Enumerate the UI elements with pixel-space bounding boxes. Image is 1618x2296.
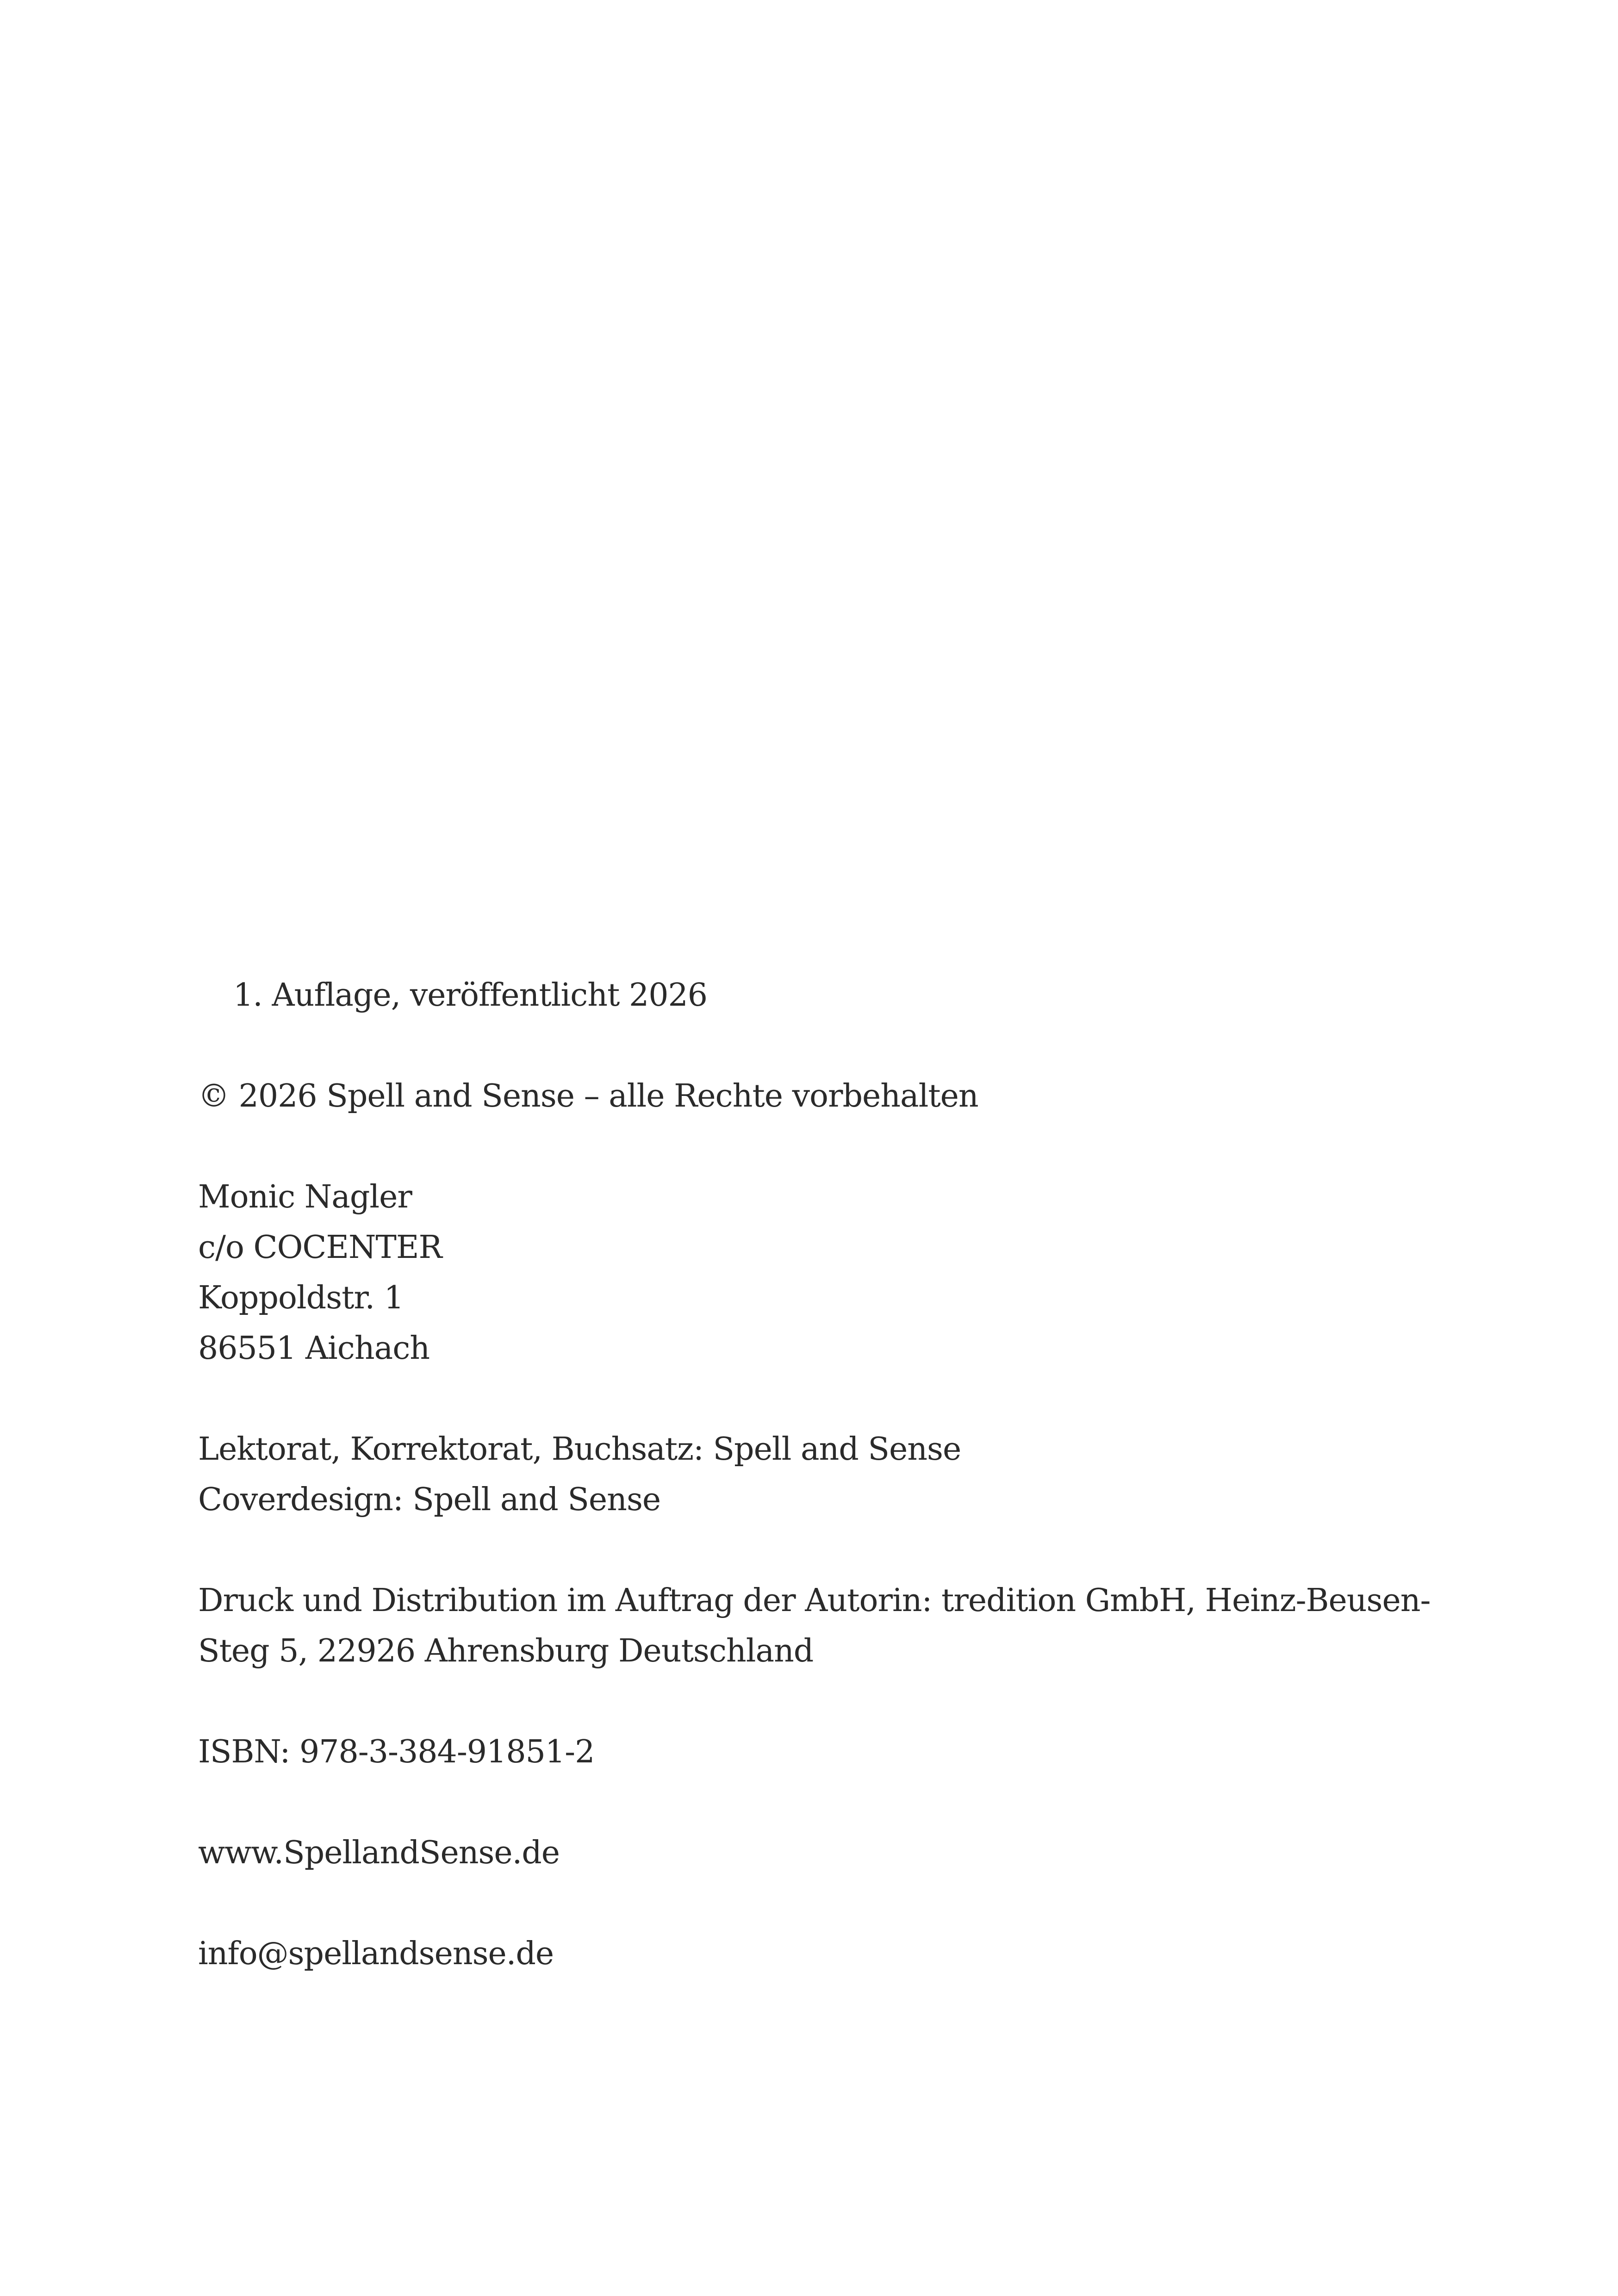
- isbn-block: [198, 1727, 1332, 1777]
- address-city: 86551 Aichach: [198, 1330, 430, 1367]
- print-distribution-line-1: Druck und Distribution im Auftrag der Autorin: tredition GmbH, Heinz-Beusen-: [198, 1582, 1431, 1619]
- address-care-of: c/o COCENTER: [198, 1229, 442, 1266]
- edition-block: [198, 970, 1332, 1020]
- website-block: [198, 1828, 1332, 1878]
- editing-credit: Lektorat, Korrektorat, Buchsatz: Spell and Sense: [198, 1431, 961, 1468]
- edition-note: 1. Auflage, veröffentlicht 2026: [233, 977, 708, 1014]
- author-name: Monic Nagler: [198, 1179, 412, 1215]
- address-block: [198, 1172, 1332, 1374]
- copyright-notice: © 2026 Spell and Sense – alle Rechte vorbehalten: [198, 1078, 978, 1114]
- email-block: [198, 1929, 1332, 1979]
- isbn: ISBN: 978-3-384-91851-2: [198, 1734, 595, 1770]
- copyright-block: [198, 1071, 1332, 1121]
- website-link[interactable]: www.SpellandSense.de: [198, 1835, 560, 1871]
- credits-block: [198, 1424, 1332, 1525]
- imprint-page: [198, 970, 1431, 1979]
- print-distribution-line-2: Steg 5, 22926 Ahrensburg Deutschland: [198, 1633, 814, 1669]
- cover-credit: Coverdesign: Spell and Sense: [198, 1481, 661, 1518]
- print-block: [198, 1575, 1431, 1676]
- address-street: Koppoldstr. 1: [198, 1280, 404, 1316]
- email-link[interactable]: info@spellandsense.de: [198, 1935, 554, 1972]
